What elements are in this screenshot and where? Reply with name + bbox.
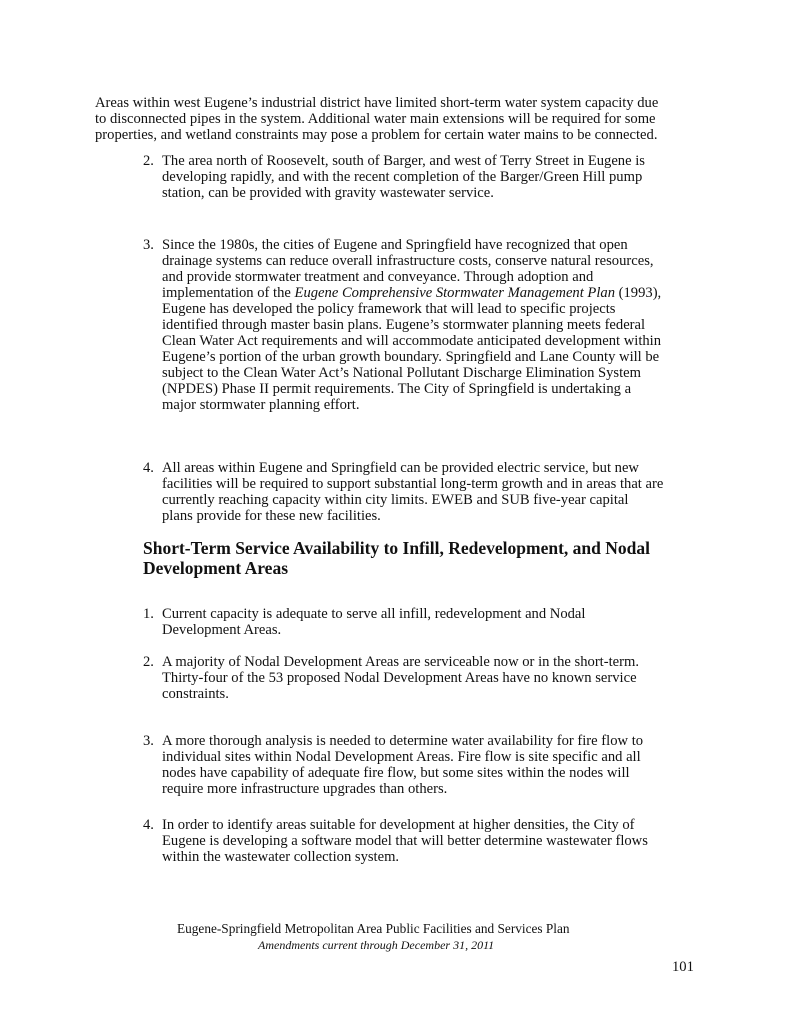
text-line — [162, 185, 645, 201]
text-segment: (NPDES) Phase II permit requirements. The City of Springfield is undertaking a — [162, 381, 632, 397]
text-line — [162, 817, 648, 833]
text-line — [162, 833, 648, 849]
text-line — [162, 269, 661, 285]
text-line — [162, 460, 663, 476]
text-segment: subject to the Clean Water Act’s National Pollutant Discharge Elimination System — [162, 365, 641, 381]
text-segment: implementation of the — [162, 285, 295, 301]
text-line — [162, 365, 661, 381]
heading-line: Short-Term Service Availability to Infill, Redevelopment, and Nodal — [143, 538, 651, 558]
list-item — [162, 606, 585, 638]
text-line — [162, 301, 661, 317]
text-line — [162, 253, 661, 269]
text-line: to disconnected pipes in the system. Additional water main extensions will be required for some — [95, 111, 656, 127]
text-segment: (1993), — [615, 285, 662, 301]
list-number: 2. — [143, 654, 154, 670]
footer-title: Eugene-Springfield Metropolitan Area Public Facilities and Services Plan — [177, 921, 570, 936]
list-number: 1. — [143, 606, 154, 622]
text-segment: Eugene’s portion of the urban growth boundary. Springfield and Lane County will be — [162, 349, 660, 365]
text-line — [162, 381, 661, 397]
text-line — [162, 622, 585, 638]
text-segment: drainage systems can reduce overall infrastructure costs, conserve natural resources, — [162, 253, 654, 269]
text-segment: constraints. — [162, 686, 229, 702]
text-line — [162, 397, 661, 413]
list-number: 2. — [143, 153, 154, 169]
text-line — [162, 237, 661, 253]
text-segment: A more thorough analysis is needed to determine water availability for fire flow to — [162, 733, 644, 749]
text-segment: The area north of Roosevelt, south of Barger, and west of Terry Street in Eugene is — [162, 153, 645, 169]
footer-subtitle: Amendments current through December 31, 2011 — [258, 938, 495, 952]
text-line: properties, and wetland constraints may pose a problem for certain water mains to be connected. — [95, 127, 658, 143]
text-segment: require more infrastructure upgrades than others. — [162, 781, 448, 797]
text-segment: facilities will be required to support substantial long-term growth and in areas that are — [162, 476, 664, 492]
text-segment: plans provide for these new facilities. — [162, 508, 381, 524]
text-segment: identified through master basin plans. Eugene’s stormwater planning meets federal — [162, 317, 646, 333]
text-line — [162, 508, 663, 524]
heading-line: Development Areas — [143, 558, 288, 578]
list-item — [162, 237, 661, 413]
text-line — [162, 317, 661, 333]
text-segment: individual sites within Nodal Development Areas. Fire flow is site specific and all — [162, 749, 641, 765]
text-line — [162, 765, 643, 781]
intro-paragraph — [95, 95, 658, 143]
text-line — [162, 670, 639, 686]
text-segment: Since the 1980s, the cities of Eugene and Springfield have recognized that open — [162, 237, 628, 253]
page-number: 101 — [672, 959, 694, 975]
list-item — [162, 153, 645, 201]
text-line — [162, 492, 663, 508]
text-segment: currently reaching capacity within city limits. EWEB and SUB five-year capital — [162, 492, 629, 508]
text-segment: major stormwater planning effort. — [162, 397, 360, 413]
text-segment: and provide stormwater treatment and conveyance. Through adoption and — [162, 269, 594, 285]
text-segment: Clean Water Act requirements and will accommodate anticipated development within — [162, 333, 662, 349]
text-segment: Eugene is developing a software model that will better determine wastewater flows — [162, 833, 648, 849]
text-line — [162, 153, 645, 169]
text-segment: developing rapidly, and with the recent completion of the Barger/Green Hill pump — [162, 169, 643, 185]
text-line — [162, 169, 645, 185]
text-line — [162, 476, 663, 492]
list-number: 4. — [143, 460, 154, 476]
text-line — [162, 606, 585, 622]
text-line — [162, 749, 643, 765]
text-line — [162, 654, 639, 670]
list-number: 3. — [143, 237, 154, 253]
text-segment: Eugene has developed the policy framework that will lead to specific projects — [162, 301, 616, 317]
text-line — [162, 285, 661, 301]
section-heading — [143, 538, 650, 578]
document-title: Eugene Comprehensive Stormwater Management Plan — [294, 285, 615, 301]
text-line — [162, 781, 643, 797]
text-line — [162, 849, 648, 865]
text-segment: Thirty-four of the 53 proposed Nodal Development Areas have no known service — [162, 670, 637, 686]
text-segment: nodes have capability of adequate fire flow, but some sites within the nodes will — [162, 765, 630, 781]
list-number: 3. — [143, 733, 154, 749]
text-segment: within the wastewater collection system. — [162, 849, 400, 865]
list-item — [162, 460, 663, 524]
text-line — [162, 349, 661, 365]
list-item — [162, 817, 648, 865]
list-number: 4. — [143, 817, 154, 833]
list-item — [162, 733, 643, 797]
list-item — [162, 654, 639, 702]
text-segment: station, can be provided with gravity wastewater service. — [162, 185, 494, 201]
text-segment: A majority of Nodal Development Areas are serviceable now or in the short-term. — [162, 654, 639, 670]
text-line: Areas within west Eugene’s industrial district have limited short-term water system capacity due — [95, 95, 659, 111]
text-segment: All areas within Eugene and Springfield can be provided electric service, but new — [162, 460, 639, 476]
text-segment: Current capacity is adequate to serve all infill, redevelopment and Nodal — [162, 606, 586, 622]
text-segment: Development Areas. — [162, 622, 282, 638]
text-line — [162, 686, 639, 702]
text-line — [162, 733, 643, 749]
text-segment: In order to identify areas suitable for development at higher densities, the City of — [162, 817, 635, 833]
text-line — [162, 333, 661, 349]
